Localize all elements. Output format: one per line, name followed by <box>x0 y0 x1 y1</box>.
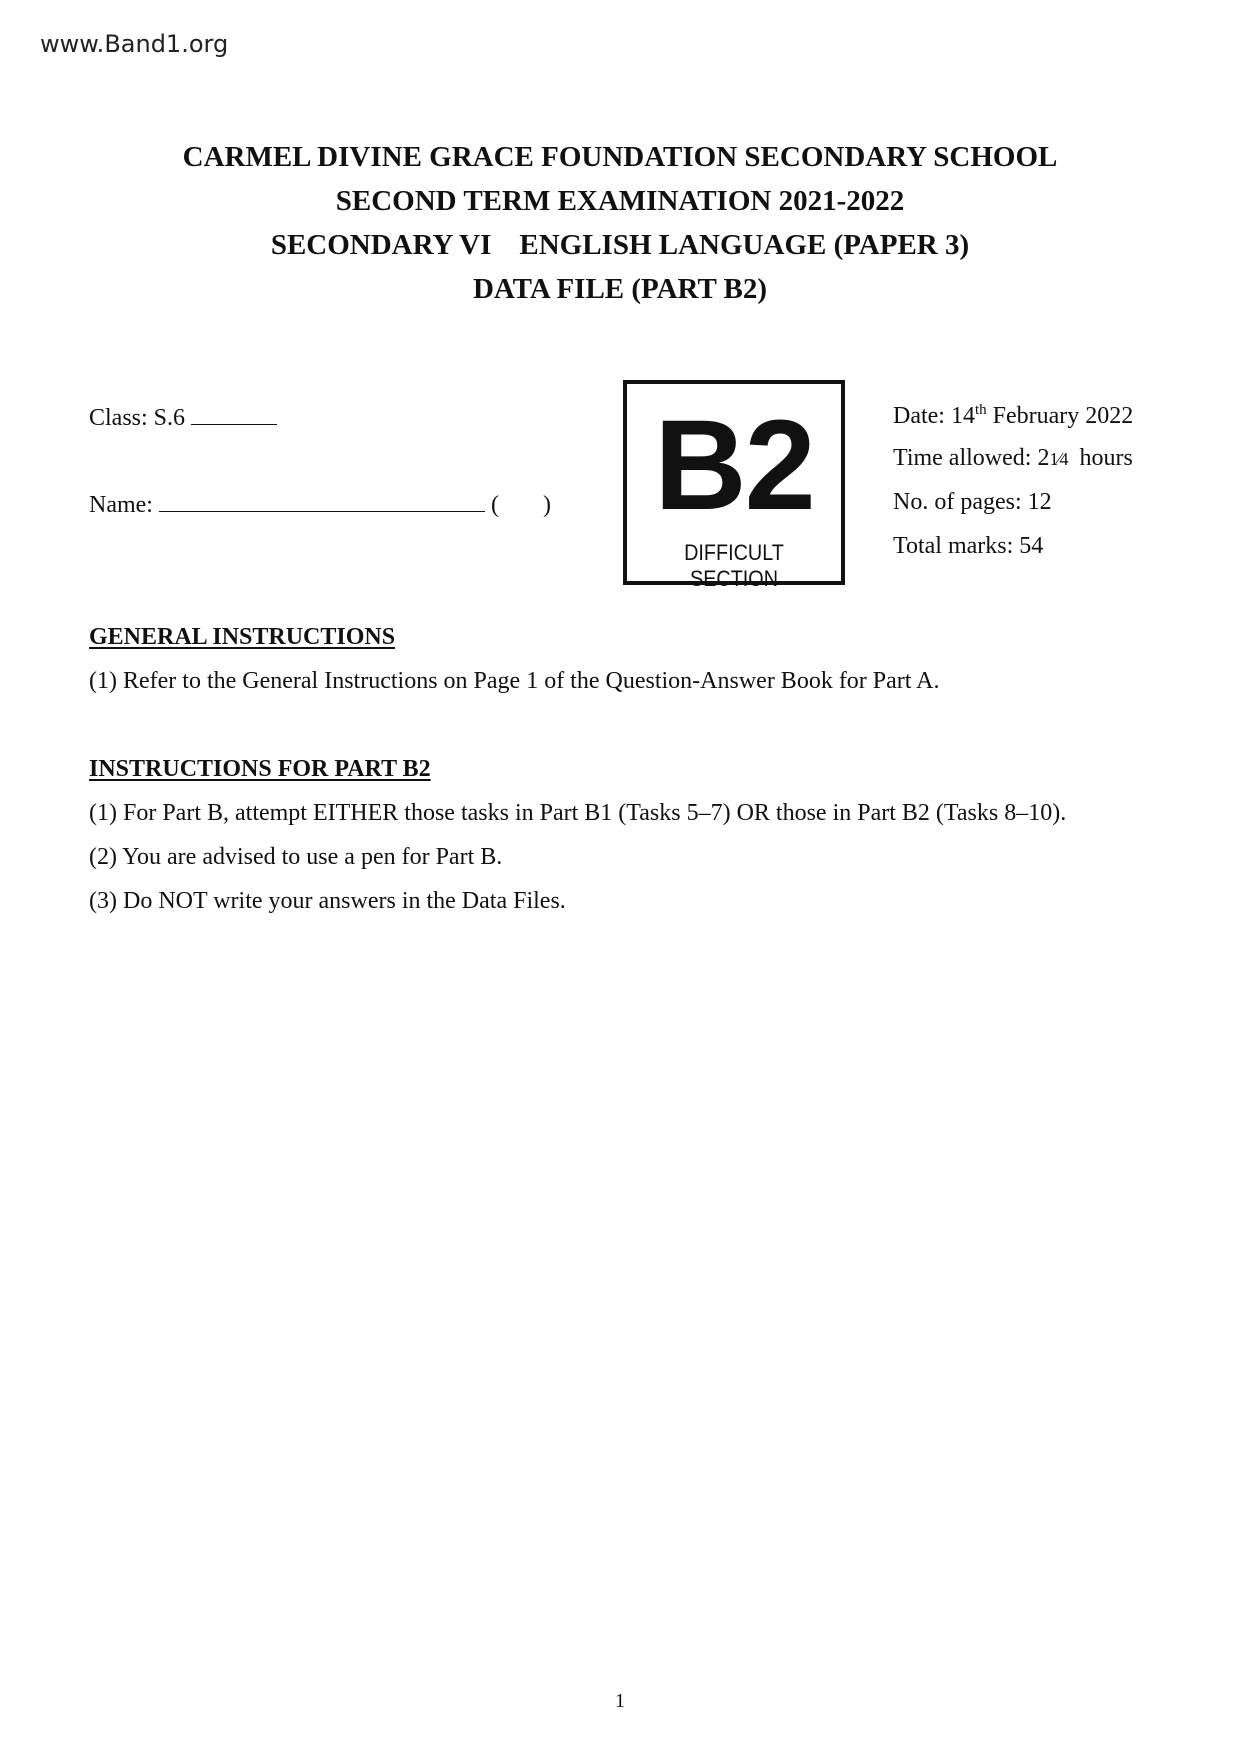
part-b2-instruction-3: (3) Do NOT write your answers in the Data Files. <box>89 888 566 914</box>
time-prefix: Time allowed: 2 <box>893 445 1050 471</box>
part-b2-instruction-2: (2) You are advised to use a pen for Part B. <box>89 844 503 870</box>
name-blank[interactable] <box>159 489 485 512</box>
class-number-open: ( <box>490 492 499 518</box>
section-badge <box>623 380 845 591</box>
class-number-close: ) <box>542 492 551 518</box>
time-suffix: hours <box>1067 445 1133 471</box>
class-label: Class: S.6 <box>89 405 186 431</box>
date-suffix: February 2022 <box>986 403 1134 429</box>
class-field <box>89 402 277 432</box>
general-instructions-heading: GENERAL INSTRUCTIONS <box>89 624 396 650</box>
time-allowed <box>893 445 1133 472</box>
document-title <box>0 135 1240 311</box>
exam-date <box>893 402 1133 430</box>
watermark-url: www.Band1.org <box>40 30 229 58</box>
data-file-title: DATA FILE (PART B2) <box>472 273 768 305</box>
name-field <box>89 489 551 519</box>
part-b2-instruction-1: (1) For Part B, attempt EITHER those tasks in Part B1 (Tasks 5–7) OR those in Part B2 (Tasks 8–10). <box>89 800 1067 826</box>
time-fraction: 1⁄4 <box>1049 449 1068 469</box>
exam-title: SECOND TERM EXAMINATION 2021-2022 <box>335 185 905 217</box>
subject-text: ENGLISH LANGUAGE (PAPER 3) <box>519 229 970 261</box>
school-name: CARMEL DIVINE GRACE FOUNDATION SECONDARY SCHOOL <box>182 141 1058 173</box>
general-instruction-1: (1) Refer to the General Instructions on Page 1 of the Question-Answer Book for Part A. <box>89 668 940 694</box>
section-code: B2 <box>654 394 814 537</box>
page-number: 1 <box>615 1690 625 1712</box>
total-marks: Total marks: 54 <box>893 533 1044 559</box>
date-prefix: Date: 14 <box>893 403 975 429</box>
name-label: Name: <box>89 492 153 518</box>
level-subject-line <box>0 223 1240 267</box>
date-superscript: th <box>974 402 987 418</box>
section-caption: DIFFICULT SECTION <box>684 540 784 591</box>
level-text: SECONDARY VI <box>270 229 492 261</box>
page-count: No. of pages: 12 <box>893 489 1052 515</box>
part-b2-instructions-heading: INSTRUCTIONS FOR PART B2 <box>89 756 431 782</box>
class-blank[interactable] <box>191 402 277 425</box>
